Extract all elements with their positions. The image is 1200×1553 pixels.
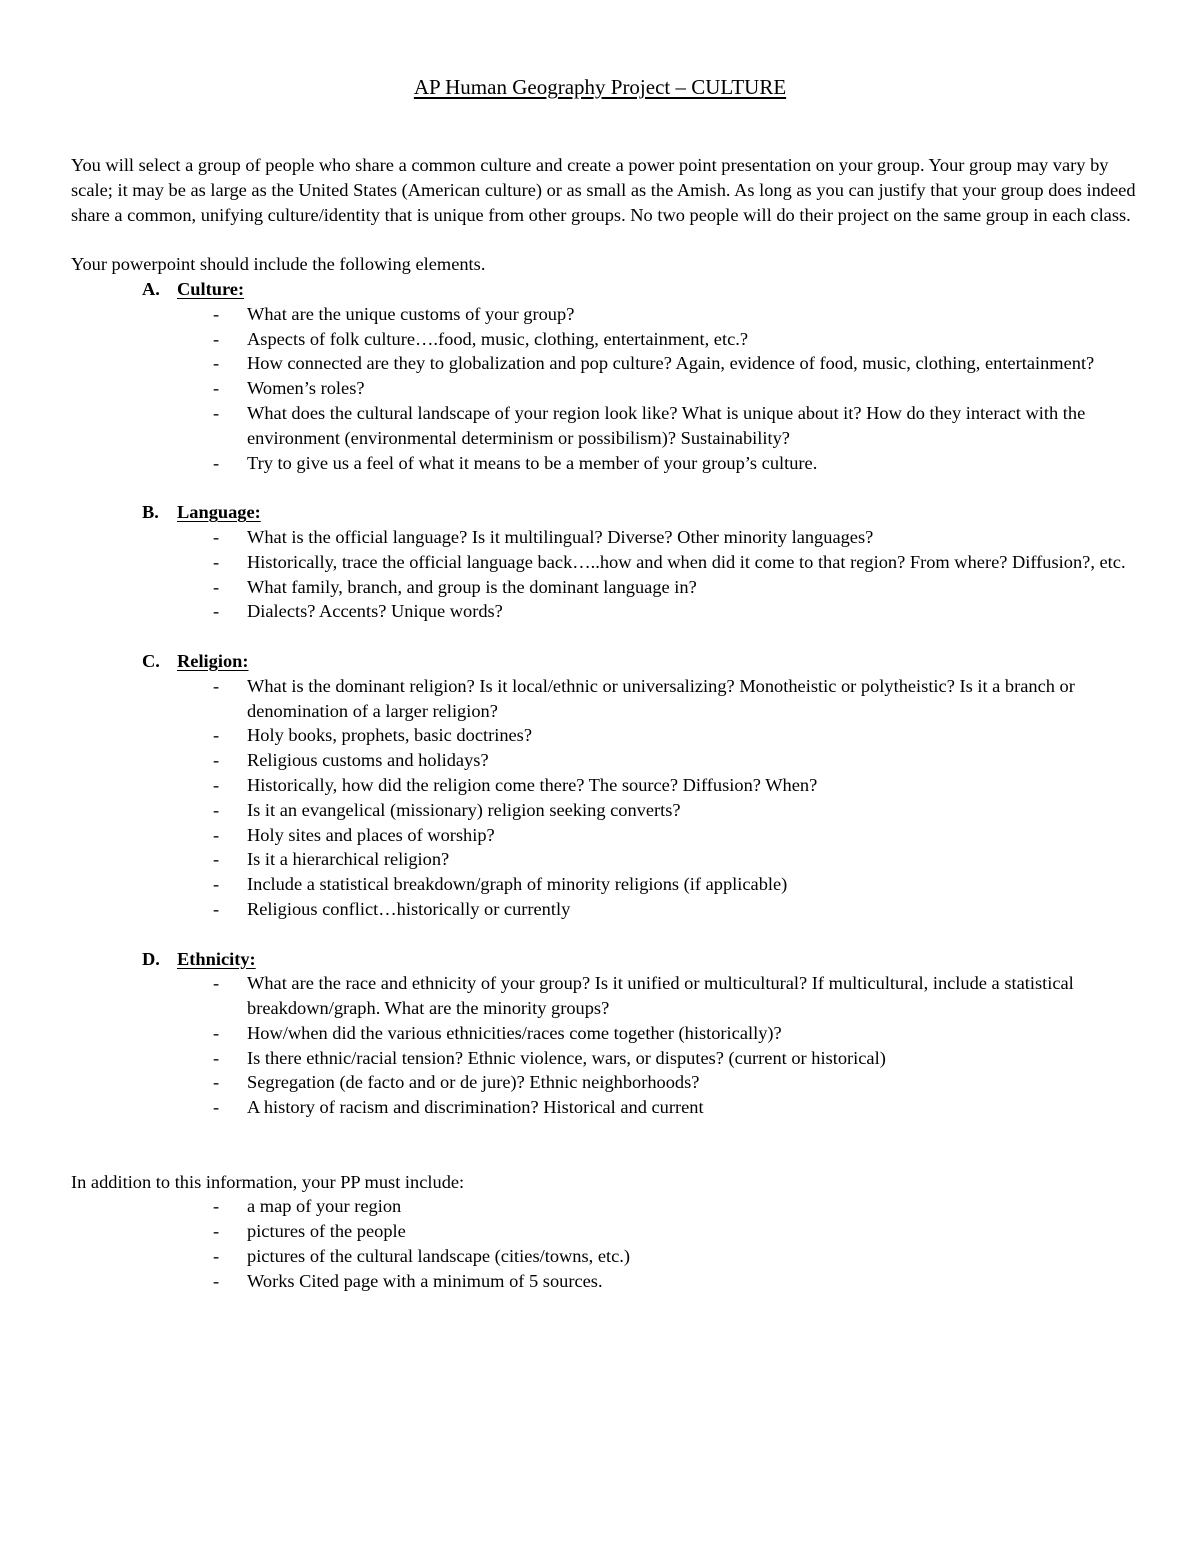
elements-intro: Your powerpoint should include the following elements. bbox=[71, 254, 486, 275]
document-body bbox=[71, 153, 1146, 1294]
section-heading bbox=[71, 277, 1146, 302]
list-item: - Works Cited page with a minimum of 5 sources. bbox=[213, 1270, 603, 1291]
page-title: AP Human Geography Project – CULTURE bbox=[413, 75, 787, 99]
section-title: Ethnicity: bbox=[177, 948, 256, 969]
section-title: Culture: bbox=[177, 278, 245, 299]
list-item: - Historically, how did the religion come there? The source? Diffusion? When? bbox=[213, 774, 818, 795]
list-item: - Is it an evangelical (missionary) religion seeking converts? bbox=[213, 799, 681, 820]
section-language bbox=[71, 500, 1146, 624]
list-item: - a map of your region bbox=[213, 1196, 402, 1217]
list-item: - Try to give us a feel of what it means to be a member of your group’s culture. bbox=[213, 452, 818, 473]
list-item: - Dialects? Accents? Unique words? bbox=[213, 601, 503, 622]
section-culture bbox=[71, 277, 1146, 475]
list-item: - Include a statistical breakdown/graph of minority religions (if applicable) bbox=[213, 874, 788, 895]
section-heading bbox=[71, 947, 1146, 972]
list-item: - What is the official language? Is it multilingual? Diverse? Other minority languages? bbox=[213, 526, 874, 547]
addition-list bbox=[71, 1194, 1146, 1293]
addition-intro: In addition to this information, your PP must include: bbox=[71, 1171, 465, 1192]
list-item: - Religious customs and holidays? bbox=[213, 750, 489, 771]
section-religion bbox=[71, 649, 1146, 922]
list-item: - Women’s roles? bbox=[213, 378, 365, 399]
list-item: - How/when did the various ethnicities/races come together (historically)? bbox=[213, 1022, 782, 1043]
list-item: - What are the unique customs of your group? bbox=[213, 303, 575, 324]
list-item: - What are the race and ethnicity of your group? Is it unified or multicultural? If multicultural, include a statistical breakdown/graph. What are the minority groups? bbox=[213, 973, 1074, 1019]
list-item: - Religious conflict…historically or currently bbox=[213, 898, 571, 919]
list-item: - pictures of the people bbox=[213, 1221, 406, 1242]
bullet-list bbox=[71, 525, 1146, 624]
list-item: - Holy books, prophets, basic doctrines? bbox=[213, 725, 533, 746]
section-heading bbox=[71, 500, 1146, 525]
list-item: - A history of racism and discrimination? Historical and current bbox=[213, 1097, 704, 1118]
list-item: - Is there ethnic/racial tension? Ethnic violence, wars, or disputes? (current or historical) bbox=[213, 1047, 886, 1068]
section-letter: A. bbox=[142, 278, 160, 299]
section-title: Religion: bbox=[177, 650, 249, 671]
list-item: - What is the dominant religion? Is it local/ethnic or universalizing? Monotheistic or polytheistic? Is it a branch or denomination of a larger religion? bbox=[213, 675, 1075, 721]
section-title: Language: bbox=[177, 502, 261, 523]
list-item: - Is it a hierarchical religion? bbox=[213, 849, 450, 870]
list-item: - What does the cultural landscape of your region look like? What is unique about it? How do they interact with the environment (environmental determinism or possibilism)? Sustainability? bbox=[213, 402, 1086, 448]
bullet-list bbox=[71, 971, 1146, 1120]
list-item: - How connected are they to globalization and pop culture? Again, evidence of food, music, clothing, entertainment? bbox=[213, 353, 1095, 374]
section-letter: C. bbox=[142, 650, 160, 671]
list-item: - What family, branch, and group is the dominant language in? bbox=[213, 576, 697, 597]
bullet-list bbox=[71, 674, 1146, 922]
bullet-list bbox=[71, 302, 1146, 476]
list-item: - Segregation (de facto and or de jure)? Ethnic neighborhoods? bbox=[213, 1072, 700, 1093]
section-heading bbox=[71, 649, 1146, 674]
intro-paragraph: You will select a group of people who share a common culture and create a power point presentation on your group. Your group may vary by scale; it may be as large as the United States (American culture) or as small as the Amish. As long as you can justify that your group does indeed share a common, unifying culture/identity that is unique from other groups. No two people will do their project on the same group in each class. bbox=[71, 155, 1136, 225]
list-item: - Holy sites and places of worship? bbox=[213, 824, 495, 845]
section-letter: D. bbox=[142, 948, 160, 969]
section-ethnicity bbox=[71, 947, 1146, 1121]
section-letter: B. bbox=[142, 502, 159, 523]
list-item: - Aspects of folk culture….food, music, clothing, entertainment, etc.? bbox=[213, 328, 749, 349]
list-item: - pictures of the cultural landscape (cities/towns, etc.) bbox=[213, 1246, 630, 1267]
list-item: - Historically, trace the official language back…..how and when did it come to that region? From where? Diffusion?, etc. bbox=[213, 551, 1126, 572]
